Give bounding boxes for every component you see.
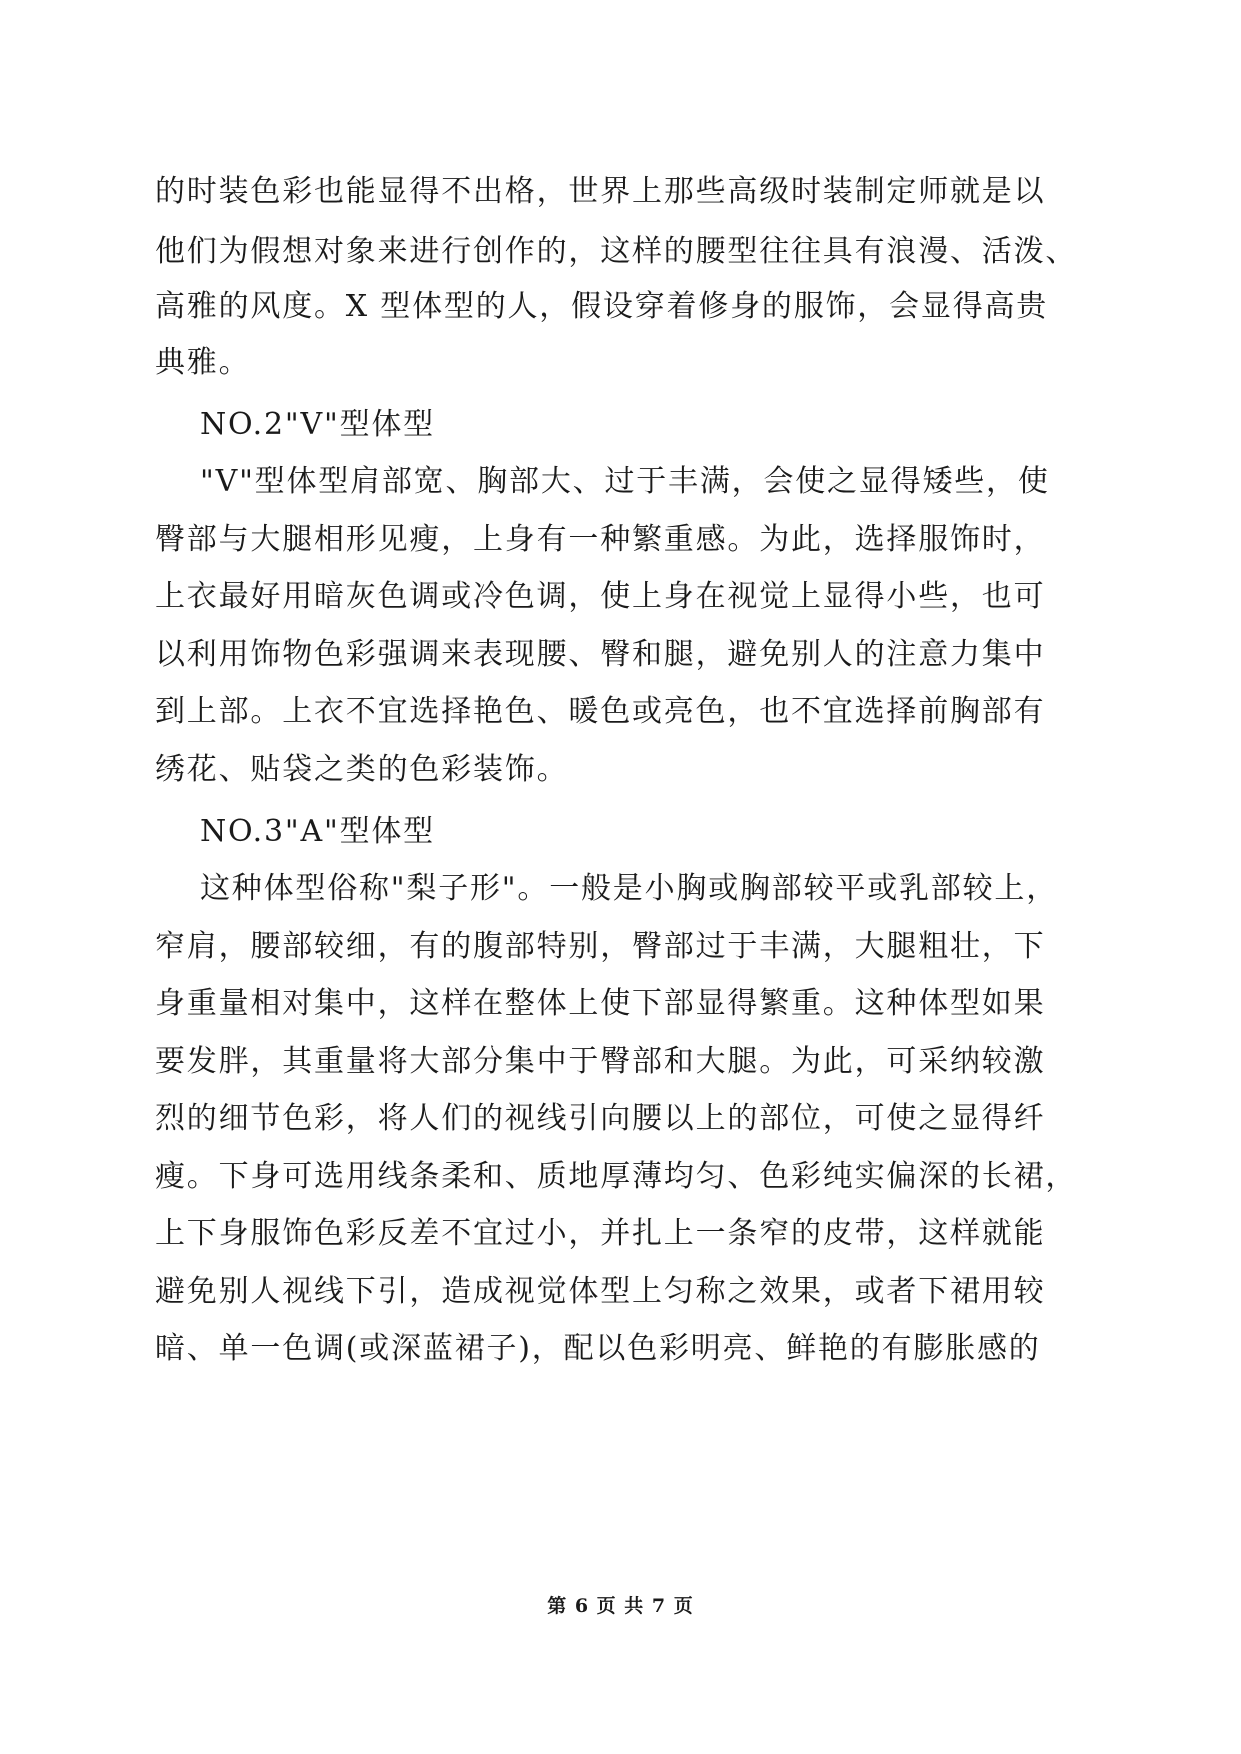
body-text-line: 他们为假想对象来进行创作的，这样的腰型往往具有浪漫、活泼、 <box>155 234 1078 269</box>
body-text-line: 上下身服饰色彩反差不宜过小，并扎上一条窄的皮带，这样就能 <box>155 1216 1046 1251</box>
body-text-line: 这种体型俗称"梨子形"。一般是小胸或胸部较平或乳部较上， <box>200 871 1058 906</box>
body-text-line: 窄肩，腰部较细，有的腹部特别，臀部过于丰满，大腿粗壮，下 <box>155 929 1046 964</box>
body-text-line: 上衣最好用暗灰色调或冷色调，使上身在视觉上显得小些，也可 <box>155 579 1046 614</box>
body-text-line: 避免别人视线下引，造成视觉体型上匀称之效果，或者下裙用较 <box>155 1274 1046 1309</box>
section-heading: NO.3"A"型体型 <box>200 814 435 849</box>
body-text-line: 高雅的风度。X 型体型的人，假设穿着修身的服饰，会显得高贵 <box>155 289 1049 324</box>
body-text-line: 臀部与大腿相形见瘦，上身有一种繁重感。为此，选择服饰时， <box>155 522 1046 557</box>
body-text-line: 烈的细节色彩，将人们的视线引向腰以上的部位，可使之显得纤 <box>155 1101 1046 1136</box>
section-heading: NO.2"V"型体型 <box>200 407 435 442</box>
body-text-line: 到上部。上衣不宜选择艳色、暖色或亮色，也不宜选择前胸部有 <box>155 694 1046 729</box>
body-text-line: 瘦。下身可选用线条柔和、质地厚薄均匀、色彩纯实偏深的长裙， <box>155 1159 1078 1194</box>
body-text-line: "V"型体型肩部宽、胸部大、过于丰满，会使之显得矮些，使 <box>200 464 1050 499</box>
body-text-line: 以利用饰物色彩强调来表现腰、臀和腿，避免别人的注意力集中 <box>155 637 1046 672</box>
body-text-line: 绣花、贴袋之类的色彩装饰。 <box>155 752 569 787</box>
body-text-line: 暗、单一色调(或深蓝裙子)，配以色彩明亮、鲜艳的有膨胀感的 <box>155 1331 1041 1366</box>
body-text-line: 身重量相对集中，这样在整体上使下部显得繁重。这种体型如果 <box>155 986 1046 1021</box>
body-text-line: 典雅。 <box>155 345 251 380</box>
page-number-footer: 第 6 页 共 7 页 <box>547 1595 694 1617</box>
body-text-line: 要发胖，其重量将大部分集中于臀部和大腿。为此，可采纳较激 <box>155 1044 1046 1079</box>
body-text-line: 的时装色彩也能显得不出格，世界上那些高级时装制定师就是以 <box>155 174 1046 209</box>
